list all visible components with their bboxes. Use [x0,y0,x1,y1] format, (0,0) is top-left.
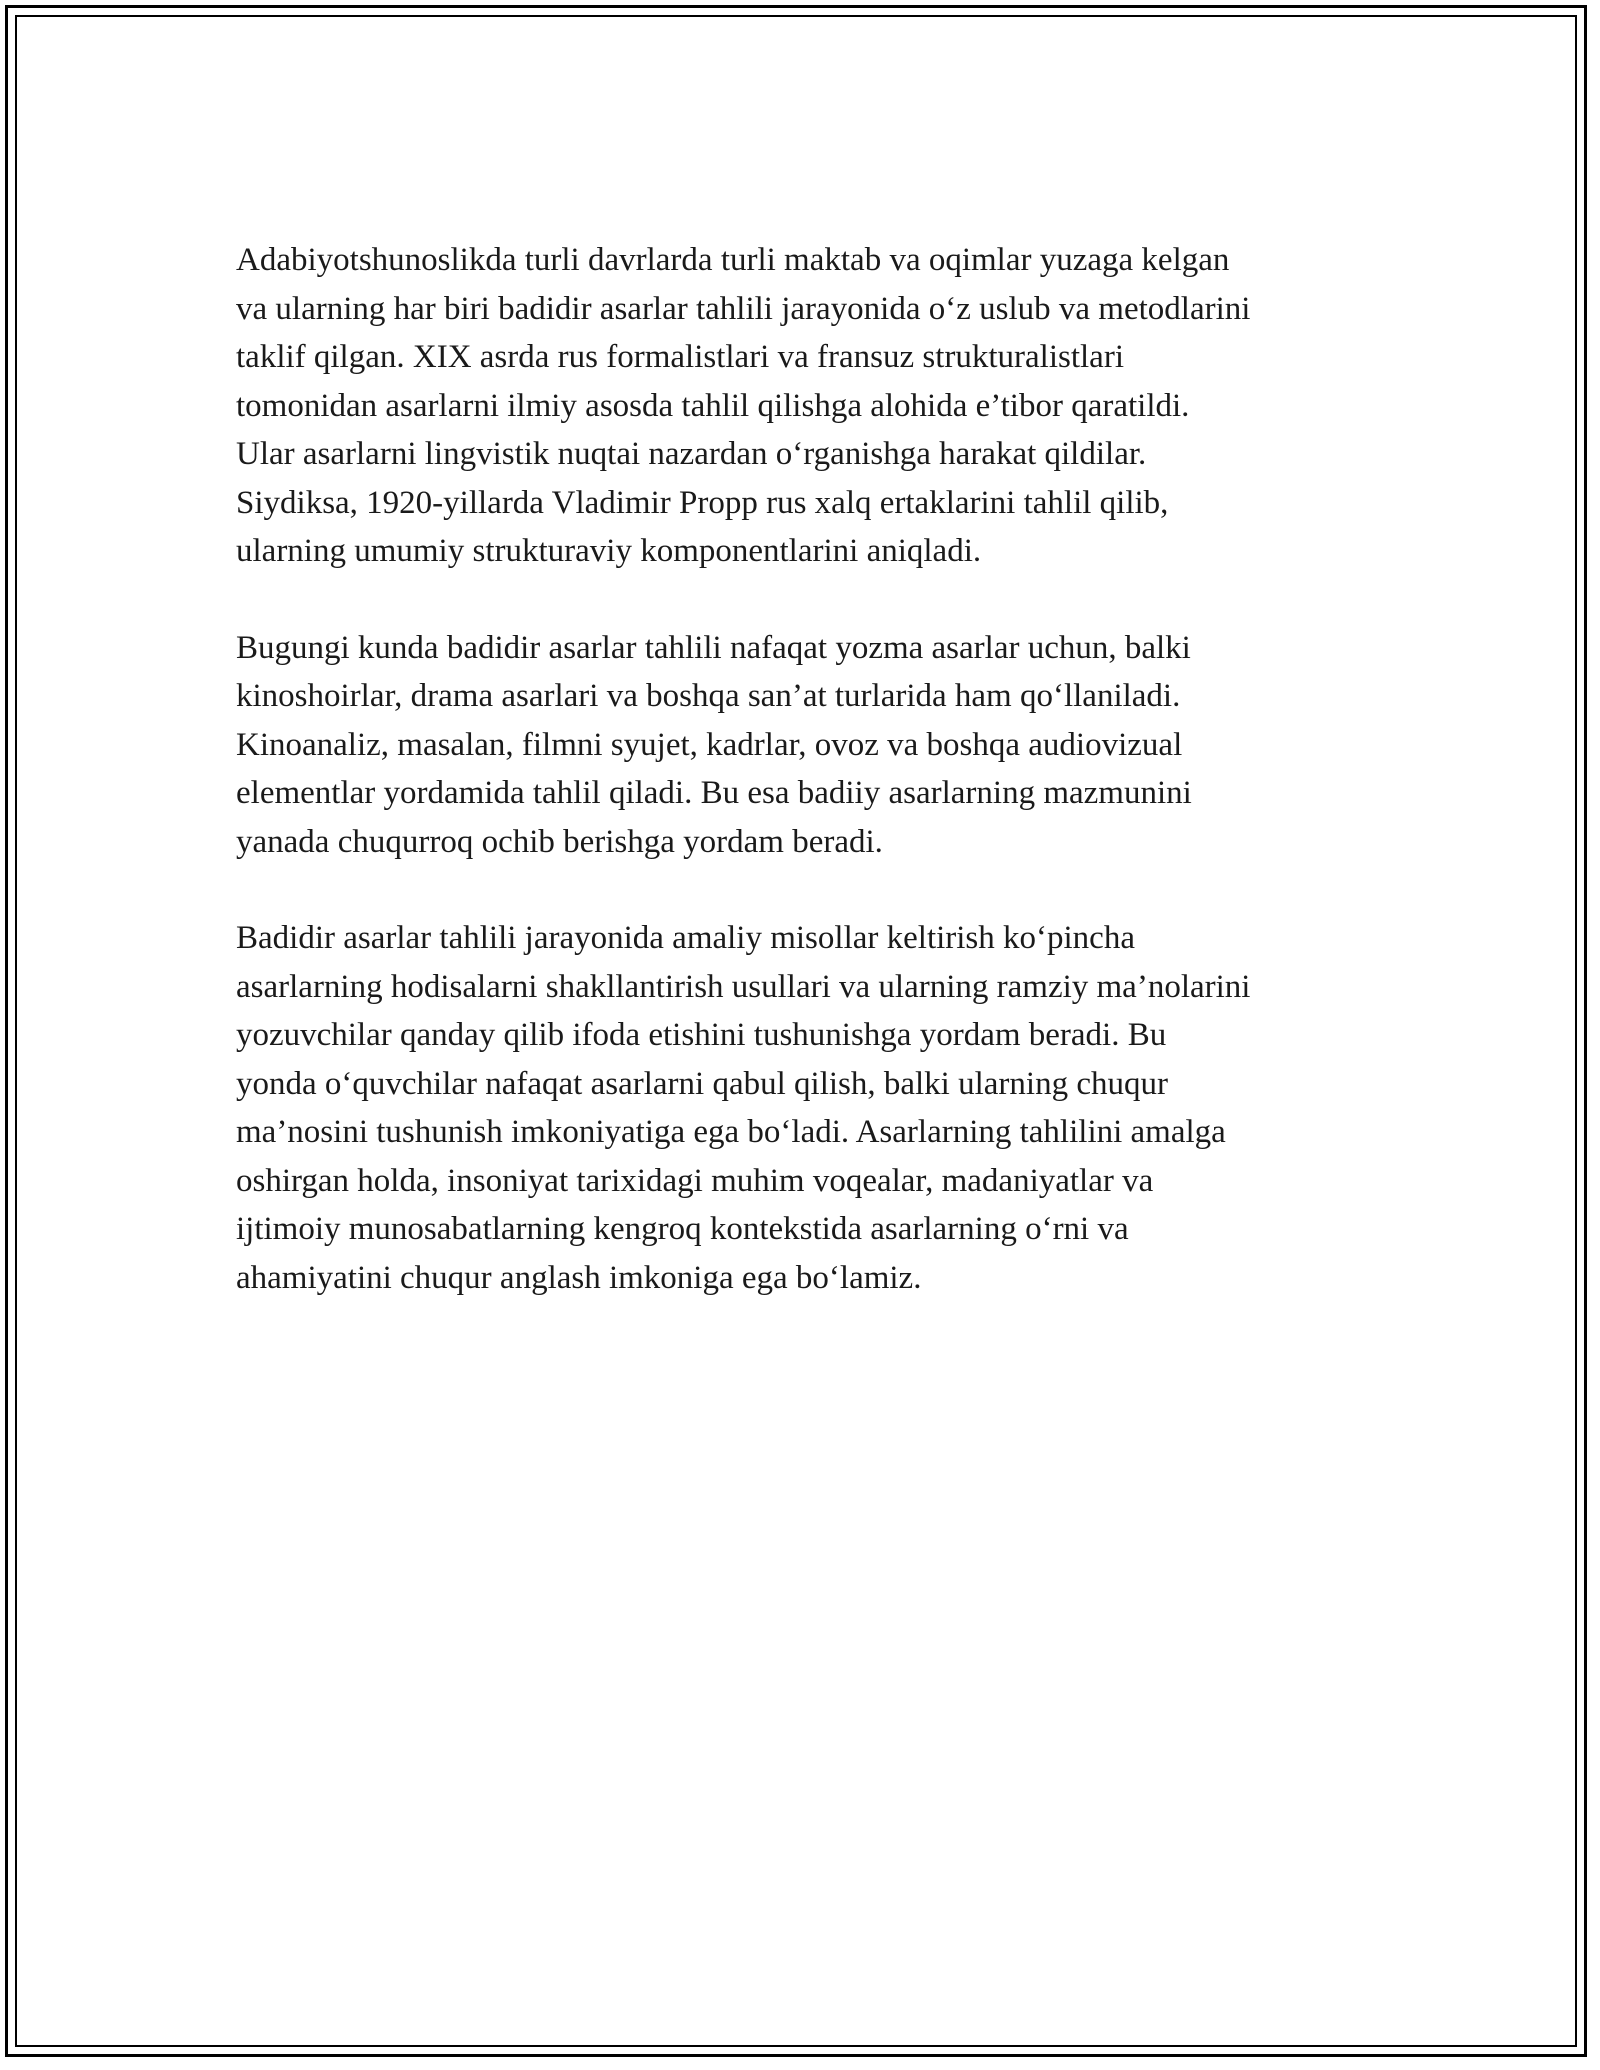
document-body [236,236,1376,1350]
paragraph-3: Badidir asarlar tahlili jarayonida amaliy misollar keltirish ko‘pincha asarlarning hodisalarni shakllantirish usullari va ularning ramziy ma’nolarini yozuvchilar qanday qilib ifoda etishini tushunishga yordam beradi. Bu yonda o‘quvchilar nafaqat asarlarni qabul qilish, balki ularning chuqur ma’nosini tushunish imkoniyatiga ega bo‘ladi. Asarlarning tahlilini amalga oshirgan holda, insoniyat tarixidagi muhim voqealar, madaniyatlar va ijtimoiy munosabatlarning kengroq kontekstida asarlarning o‘rni va ahamiyatini chuqur anglash imkoniga ega bo‘lamiz. [236,920,1251,1296]
paragraph-2: Bugungi kunda badidir asarlar tahlili nafaqat yozma asarlar uchun, balki kinoshoirlar, drama asarlari va boshqa san’at turlarida ham qo‘llaniladi. Kinoanaliz, masalan, filmni syujet, kadrlar, ovoz va boshqa audiovizual elementlar yordamida tahlil qiladi. Bu esa badiiy asarlarning mazmunini yanada chuqurroq ochib berishga yordam beradi. [236,629,1192,860]
paragraph-1: Adabiyotshunoslikda turli davrlarda turli maktab va oqimlar yuzaga kelgan va ularning har biri badidir asarlar tahlili jarayonida o‘z uslub va metodlarini taklif qilgan. XIX asrda rus formalistlari va fransuz strukturalistlari tomonidan asarlarni ilmiy asosda tahlil qilishga alohida e’tibor qaratildi. Ular asarlarni lingvistik nuqtai nazardan o‘rganishga harakat qildilar. Siydiksa, 1920-yillarda Vladimir Propp rus xalq ertaklarini tahlil qilib, ularning umumiy strukturaviy komponentlarini aniqladi. [236,242,1251,569]
